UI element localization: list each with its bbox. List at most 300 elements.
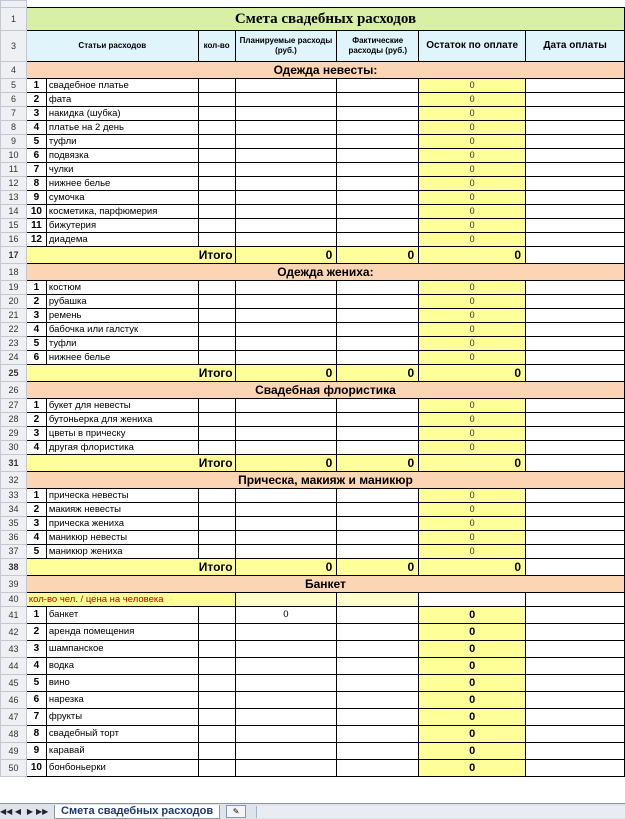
row-header[interactable]: 8 [1, 121, 27, 135]
total-planned[interactable]: 0 [235, 455, 337, 472]
row-header[interactable]: 31 [1, 455, 27, 472]
row-header[interactable]: 11 [1, 163, 27, 177]
date-cell[interactable] [526, 233, 625, 247]
balance-cell[interactable]: 0 [419, 295, 526, 309]
balance-cell[interactable]: 0 [419, 675, 526, 692]
balance-cell[interactable]: 0 [419, 233, 526, 247]
planned-cell[interactable] [235, 517, 337, 531]
item-number[interactable]: 1 [26, 281, 46, 295]
prev-sheet-icon[interactable]: ◀ [14, 807, 22, 816]
row-header[interactable]: 45 [1, 675, 27, 692]
date-cell[interactable] [526, 399, 625, 413]
date-cell[interactable] [526, 337, 625, 351]
item-name[interactable]: цветы в прическу [46, 427, 198, 441]
actual-cell[interactable] [337, 177, 419, 191]
item-name[interactable]: бутоньерка для жениха [46, 413, 198, 427]
item-number[interactable]: 6 [26, 692, 46, 709]
section-title[interactable]: Одежда жениха: [26, 264, 624, 281]
actual-cell[interactable] [337, 709, 419, 726]
balance-cell[interactable]: 0 [419, 726, 526, 743]
total-planned[interactable]: 0 [235, 365, 337, 382]
actual-cell[interactable] [337, 323, 419, 337]
date-cell[interactable] [526, 351, 625, 365]
item-number[interactable]: 5 [26, 675, 46, 692]
planned-cell[interactable] [235, 489, 337, 503]
date-cell[interactable] [526, 135, 625, 149]
date-cell[interactable] [526, 427, 625, 441]
balance-cell[interactable]: 0 [419, 531, 526, 545]
date-cell[interactable] [526, 607, 625, 624]
actual-cell[interactable] [337, 641, 419, 658]
planned-cell[interactable] [235, 351, 337, 365]
planned-cell[interactable] [235, 692, 337, 709]
last-sheet-icon[interactable]: ▶▶ [36, 807, 49, 816]
item-name[interactable]: туфли [46, 337, 198, 351]
row-header[interactable]: 10 [1, 149, 27, 163]
total-label[interactable]: Итого [26, 247, 235, 264]
qty-cell[interactable] [198, 545, 235, 559]
item-number[interactable]: 3 [26, 517, 46, 531]
item-name[interactable]: водка [46, 658, 198, 675]
sheet-title[interactable]: Смета свадебных расходов [26, 8, 624, 31]
row-header[interactable]: 4 [1, 62, 27, 79]
balance-cell[interactable]: 0 [419, 641, 526, 658]
qty-cell[interactable] [198, 149, 235, 163]
planned-cell[interactable] [235, 413, 337, 427]
item-name[interactable]: чулки [46, 163, 198, 177]
row-header[interactable]: 14 [1, 205, 27, 219]
balance-cell[interactable]: 0 [419, 624, 526, 641]
date-cell[interactable] [526, 149, 625, 163]
actual-cell[interactable] [337, 281, 419, 295]
date-cell[interactable] [526, 107, 625, 121]
date-cell[interactable] [526, 517, 625, 531]
qty-cell[interactable] [198, 233, 235, 247]
row-header[interactable]: 29 [1, 427, 27, 441]
item-name[interactable]: банкет [46, 607, 198, 624]
row-header[interactable]: 25 [1, 365, 27, 382]
actual-cell[interactable] [337, 79, 419, 93]
planned-cell[interactable] [235, 441, 337, 455]
item-name[interactable]: другая флористика [46, 441, 198, 455]
row-header[interactable]: 9 [1, 135, 27, 149]
balance-cell[interactable]: 0 [419, 163, 526, 177]
item-name[interactable]: букет для невесты [46, 399, 198, 413]
item-name[interactable]: прическа жениха [46, 517, 198, 531]
row-header[interactable]: 41 [1, 607, 27, 624]
planned-cell[interactable] [235, 545, 337, 559]
qty-cell[interactable] [198, 692, 235, 709]
actual-cell[interactable] [337, 121, 419, 135]
row-header[interactable]: 43 [1, 641, 27, 658]
balance-cell[interactable]: 0 [419, 399, 526, 413]
actual-cell[interactable] [337, 503, 419, 517]
qty-cell[interactable] [198, 760, 235, 777]
planned-cell[interactable]: 0 [235, 607, 337, 624]
date-cell[interactable] [526, 760, 625, 777]
item-name[interactable]: маникюр невесты [46, 531, 198, 545]
item-name[interactable]: свадебное платье [46, 79, 198, 93]
qty-cell[interactable] [198, 607, 235, 624]
empty-cell[interactable] [526, 593, 625, 607]
qty-cell[interactable] [198, 517, 235, 531]
qty-cell[interactable] [198, 709, 235, 726]
item-name[interactable]: фата [46, 93, 198, 107]
qty-cell[interactable] [198, 726, 235, 743]
row-header[interactable]: 50 [1, 760, 27, 777]
date-cell[interactable] [526, 163, 625, 177]
balance-cell[interactable]: 0 [419, 607, 526, 624]
planned-cell[interactable] [235, 135, 337, 149]
item-name[interactable]: косметика, парфюмерия [46, 205, 198, 219]
qty-cell[interactable] [198, 121, 235, 135]
total-date-cell[interactable] [526, 559, 625, 576]
item-name[interactable]: нижнее белье [46, 351, 198, 365]
date-cell[interactable] [526, 658, 625, 675]
people-price-label[interactable]: кол-во чел. / цена на человека [26, 593, 235, 607]
item-name[interactable]: костюм [46, 281, 198, 295]
item-number[interactable]: 2 [26, 413, 46, 427]
planned-cell[interactable] [235, 121, 337, 135]
date-cell[interactable] [526, 709, 625, 726]
item-name[interactable]: свадебный торт [46, 726, 198, 743]
row-header[interactable]: 12 [1, 177, 27, 191]
item-number[interactable]: 2 [26, 93, 46, 107]
row-header[interactable]: 36 [1, 531, 27, 545]
balance-cell[interactable]: 0 [419, 692, 526, 709]
qty-cell[interactable] [198, 281, 235, 295]
date-cell[interactable] [526, 743, 625, 760]
actual-cell[interactable] [337, 441, 419, 455]
balance-cell[interactable]: 0 [419, 760, 526, 777]
actual-cell[interactable] [337, 726, 419, 743]
actual-cell[interactable] [337, 743, 419, 760]
planned-cell[interactable] [235, 399, 337, 413]
planned-cell[interactable] [235, 726, 337, 743]
row-header[interactable]: 27 [1, 399, 27, 413]
header-items[interactable]: Статьи расходов [26, 31, 198, 62]
actual-cell[interactable] [337, 675, 419, 692]
balance-cell[interactable]: 0 [419, 149, 526, 163]
item-number[interactable]: 10 [26, 760, 46, 777]
planned-cell[interactable] [235, 531, 337, 545]
qty-cell[interactable] [198, 441, 235, 455]
date-cell[interactable] [526, 177, 625, 191]
qty-cell[interactable] [198, 489, 235, 503]
row-header[interactable]: 7 [1, 107, 27, 121]
actual-cell[interactable] [337, 413, 419, 427]
row-header[interactable]: 16 [1, 233, 27, 247]
header-planned[interactable]: Планируемые расходы (руб.) [235, 31, 337, 62]
header-actual[interactable]: Фактические расходы (руб.) [337, 31, 419, 62]
total-label[interactable]: Итого [26, 455, 235, 472]
next-sheet-icon[interactable]: ▶ [26, 807, 34, 816]
price-per-person-cell[interactable] [337, 593, 419, 607]
actual-cell[interactable] [337, 624, 419, 641]
section-title[interactable]: Прическа, макияж и маникюр [26, 472, 624, 489]
item-number[interactable]: 11 [26, 219, 46, 233]
actual-cell[interactable] [337, 351, 419, 365]
item-number[interactable]: 8 [26, 177, 46, 191]
date-cell[interactable] [526, 726, 625, 743]
empty-cell[interactable] [419, 593, 526, 607]
date-cell[interactable] [526, 545, 625, 559]
row-header[interactable]: 46 [1, 692, 27, 709]
planned-cell[interactable] [235, 295, 337, 309]
date-cell[interactable] [526, 219, 625, 233]
section-title[interactable]: Банкет [26, 576, 624, 593]
row-header[interactable]: 1 [1, 8, 27, 31]
item-name[interactable]: бонбоньерки [46, 760, 198, 777]
qty-cell[interactable] [198, 413, 235, 427]
planned-cell[interactable] [235, 337, 337, 351]
item-number[interactable]: 10 [26, 205, 46, 219]
total-date-cell[interactable] [526, 247, 625, 264]
qty-cell[interactable] [198, 675, 235, 692]
planned-cell[interactable] [235, 233, 337, 247]
qty-cell[interactable] [198, 624, 235, 641]
item-number[interactable]: 1 [26, 489, 46, 503]
item-name[interactable]: накидка (шубка) [46, 107, 198, 121]
actual-cell[interactable] [337, 205, 419, 219]
date-cell[interactable] [526, 191, 625, 205]
row-header[interactable]: 19 [1, 281, 27, 295]
actual-cell[interactable] [337, 399, 419, 413]
item-name[interactable]: рубашка [46, 295, 198, 309]
date-cell[interactable] [526, 675, 625, 692]
qty-cell[interactable] [198, 399, 235, 413]
item-number[interactable]: 3 [26, 107, 46, 121]
actual-cell[interactable] [337, 337, 419, 351]
item-number[interactable]: 7 [26, 163, 46, 177]
balance-cell[interactable]: 0 [419, 351, 526, 365]
qty-cell[interactable] [198, 427, 235, 441]
item-name[interactable]: шампанское [46, 641, 198, 658]
row-header[interactable]: 44 [1, 658, 27, 675]
actual-cell[interactable] [337, 489, 419, 503]
actual-cell[interactable] [337, 531, 419, 545]
actual-cell[interactable] [337, 545, 419, 559]
row-header[interactable]: 21 [1, 309, 27, 323]
item-number[interactable]: 12 [26, 233, 46, 247]
item-name[interactable]: нижнее белье [46, 177, 198, 191]
balance-cell[interactable]: 0 [419, 309, 526, 323]
qty-cell[interactable] [198, 93, 235, 107]
actual-cell[interactable] [337, 135, 419, 149]
total-actual[interactable]: 0 [337, 559, 419, 576]
item-name[interactable]: маникюр жениха [46, 545, 198, 559]
actual-cell[interactable] [337, 93, 419, 107]
row-header[interactable]: 18 [1, 264, 27, 281]
total-balance[interactable]: 0 [419, 559, 526, 576]
planned-cell[interactable] [235, 79, 337, 93]
planned-cell[interactable] [235, 760, 337, 777]
item-number[interactable]: 1 [26, 607, 46, 624]
qty-cell[interactable] [198, 135, 235, 149]
row-header[interactable]: 35 [1, 517, 27, 531]
actual-cell[interactable] [337, 219, 419, 233]
planned-cell[interactable] [235, 149, 337, 163]
row-header[interactable]: 37 [1, 545, 27, 559]
planned-cell[interactable] [235, 219, 337, 233]
item-number[interactable]: 8 [26, 726, 46, 743]
item-name[interactable]: сумочка [46, 191, 198, 205]
item-number[interactable]: 1 [26, 79, 46, 93]
item-name[interactable]: диадема [46, 233, 198, 247]
actual-cell[interactable] [337, 295, 419, 309]
date-cell[interactable] [526, 205, 625, 219]
actual-cell[interactable] [337, 760, 419, 777]
qty-cell[interactable] [198, 641, 235, 658]
item-number[interactable]: 3 [26, 641, 46, 658]
qty-cell[interactable] [198, 295, 235, 309]
balance-cell[interactable]: 0 [419, 93, 526, 107]
balance-cell[interactable]: 0 [419, 177, 526, 191]
date-cell[interactable] [526, 93, 625, 107]
item-name[interactable]: подвязка [46, 149, 198, 163]
item-name[interactable]: вино [46, 675, 198, 692]
item-number[interactable]: 5 [26, 337, 46, 351]
actual-cell[interactable] [337, 191, 419, 205]
qty-cell[interactable] [198, 163, 235, 177]
date-cell[interactable] [526, 692, 625, 709]
balance-cell[interactable]: 0 [419, 79, 526, 93]
header-qty[interactable]: кол-во [198, 31, 235, 62]
total-balance[interactable]: 0 [419, 455, 526, 472]
balance-cell[interactable]: 0 [419, 107, 526, 121]
item-number[interactable]: 1 [26, 399, 46, 413]
sheet-tab[interactable]: Смета свадебных расходов [54, 805, 220, 819]
item-name[interactable]: прическа невесты [46, 489, 198, 503]
row-header[interactable]: 30 [1, 441, 27, 455]
total-planned[interactable]: 0 [235, 559, 337, 576]
row-header[interactable]: 20 [1, 295, 27, 309]
actual-cell[interactable] [337, 233, 419, 247]
balance-cell[interactable]: 0 [419, 135, 526, 149]
row-header[interactable]: 6 [1, 93, 27, 107]
balance-cell[interactable]: 0 [419, 323, 526, 337]
planned-cell[interactable] [235, 658, 337, 675]
item-number[interactable]: 6 [26, 351, 46, 365]
balance-cell[interactable]: 0 [419, 441, 526, 455]
actual-cell[interactable] [337, 607, 419, 624]
date-cell[interactable] [526, 624, 625, 641]
balance-cell[interactable]: 0 [419, 281, 526, 295]
item-name[interactable]: нарезка [46, 692, 198, 709]
item-number[interactable]: 2 [26, 503, 46, 517]
date-cell[interactable] [526, 641, 625, 658]
item-name[interactable]: платье на 2 день [46, 121, 198, 135]
header-balance[interactable]: Остаток по оплате [419, 31, 526, 62]
item-number[interactable]: 7 [26, 709, 46, 726]
balance-cell[interactable]: 0 [419, 517, 526, 531]
row-header[interactable]: 48 [1, 726, 27, 743]
date-cell[interactable] [526, 441, 625, 455]
section-title[interactable]: Одежда невесты: [26, 62, 624, 79]
row-header[interactable]: 13 [1, 191, 27, 205]
planned-cell[interactable] [235, 281, 337, 295]
first-sheet-icon[interactable]: ◀◀ [0, 807, 13, 816]
balance-cell[interactable]: 0 [419, 545, 526, 559]
qty-cell[interactable] [198, 743, 235, 760]
planned-cell[interactable] [235, 624, 337, 641]
item-number[interactable]: 5 [26, 135, 46, 149]
planned-cell[interactable] [235, 309, 337, 323]
date-cell[interactable] [526, 79, 625, 93]
planned-cell[interactable] [235, 323, 337, 337]
total-label[interactable]: Итого [26, 559, 235, 576]
date-cell[interactable] [526, 413, 625, 427]
date-cell[interactable] [526, 281, 625, 295]
item-number[interactable]: 3 [26, 427, 46, 441]
date-cell[interactable] [526, 295, 625, 309]
qty-cell[interactable] [198, 531, 235, 545]
actual-cell[interactable] [337, 163, 419, 177]
row-header[interactable]: 23 [1, 337, 27, 351]
balance-cell[interactable]: 0 [419, 205, 526, 219]
planned-cell[interactable] [235, 163, 337, 177]
planned-cell[interactable] [235, 427, 337, 441]
insert-sheet-icon[interactable]: ✎ [226, 805, 246, 818]
item-number[interactable]: 4 [26, 531, 46, 545]
row-header[interactable]: 5 [1, 79, 27, 93]
balance-cell[interactable]: 0 [419, 743, 526, 760]
actual-cell[interactable] [337, 517, 419, 531]
item-name[interactable]: макияж невесты [46, 503, 198, 517]
row-header[interactable]: 17 [1, 247, 27, 264]
total-actual[interactable]: 0 [337, 247, 419, 264]
qty-cell[interactable] [198, 79, 235, 93]
row-header[interactable]: 22 [1, 323, 27, 337]
date-cell[interactable] [526, 503, 625, 517]
date-cell[interactable] [526, 489, 625, 503]
qty-cell[interactable] [198, 107, 235, 121]
row-header[interactable]: 40 [1, 593, 27, 607]
item-name[interactable]: туфли [46, 135, 198, 149]
row-header[interactable]: 15 [1, 219, 27, 233]
actual-cell[interactable] [337, 658, 419, 675]
qty-cell[interactable] [198, 351, 235, 365]
planned-cell[interactable] [235, 675, 337, 692]
item-number[interactable]: 3 [26, 309, 46, 323]
qty-cell[interactable] [198, 177, 235, 191]
qty-cell[interactable] [198, 219, 235, 233]
planned-cell[interactable] [235, 177, 337, 191]
planned-cell[interactable] [235, 743, 337, 760]
total-label[interactable]: Итого [26, 365, 235, 382]
item-number[interactable]: 4 [26, 323, 46, 337]
row-header[interactable]: 34 [1, 503, 27, 517]
item-name[interactable]: бижутерия [46, 219, 198, 233]
date-cell[interactable] [526, 309, 625, 323]
balance-cell[interactable]: 0 [419, 658, 526, 675]
actual-cell[interactable] [337, 309, 419, 323]
planned-cell[interactable] [235, 191, 337, 205]
row-header[interactable]: 49 [1, 743, 27, 760]
balance-cell[interactable]: 0 [419, 427, 526, 441]
item-number[interactable]: 4 [26, 658, 46, 675]
item-name[interactable]: ремень [46, 309, 198, 323]
total-balance[interactable]: 0 [419, 247, 526, 264]
row-header[interactable]: 26 [1, 382, 27, 399]
balance-cell[interactable]: 0 [419, 413, 526, 427]
item-name[interactable]: аренда помещения [46, 624, 198, 641]
item-name[interactable]: бабочка или галстук [46, 323, 198, 337]
people-count-cell[interactable] [235, 593, 337, 607]
qty-cell[interactable] [198, 323, 235, 337]
total-balance[interactable]: 0 [419, 365, 526, 382]
row-header[interactable]: 28 [1, 413, 27, 427]
